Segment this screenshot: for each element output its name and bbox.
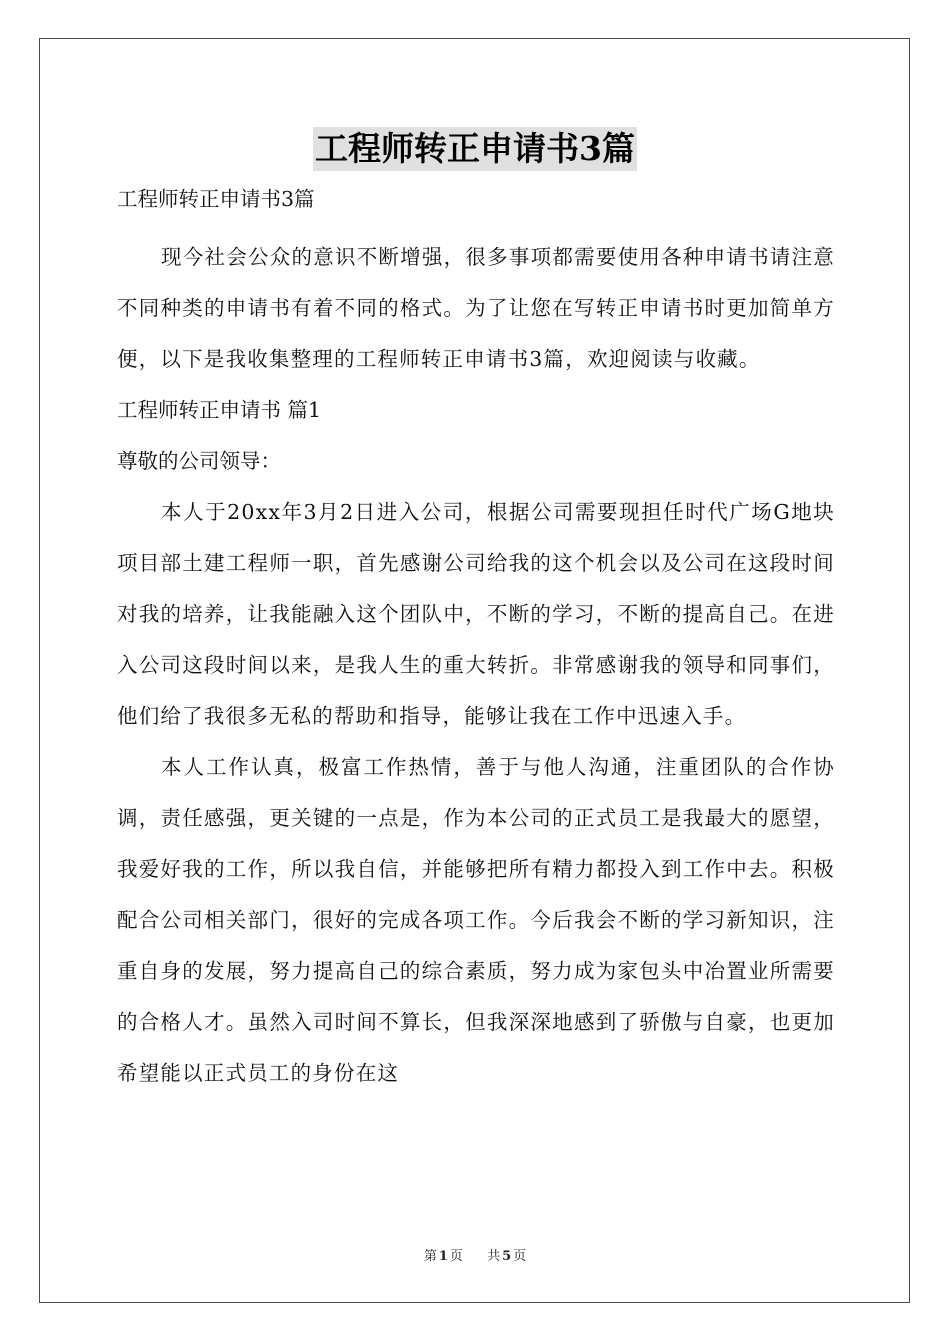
- document-subtitle: 工程师转正申请书3篇: [117, 187, 315, 211]
- document-body: [117, 180, 835, 1099]
- section-heading: 工程师转正申请书 篇1: [117, 398, 322, 422]
- body-paragraph-1: 本人于20xx年3月2日进入公司，根据公司需要现担任时代广场G地块项目部土建工程师一职，首先感谢公司给我的这个机会以及公司在这段时间对我的培养，让我能融入这个团队中，不断的学习，不断的提高自己。在进入公司这段时间以来，是我人生的重大转折。非常感谢我的领导和同事们，他们给了我很多无私的帮助和指导，能够让我在工作中迅速入手。: [117, 500, 835, 728]
- title-container: [0, 127, 950, 171]
- page-footer: [0, 1245, 950, 1264]
- document-title: 工程师转正申请书3篇: [313, 127, 637, 171]
- body-paragraph-2: 本人工作认真，极富工作热情，善于与他人沟通，注重团队的合作协调，责任感强，更关键的一点是，作为本公司的正式员工是我最大的愿望，我爱好我的工作，所以我自信，并能够把所有精力都投入到工作中去。积极配合公司相关部门，很好的完成各项工作。今后我会不断的学习新知识，注重自身的发展，努力提高自己的综合素质，努力成为家包头中冶置业所需要的合格人才。虽然入司时间不算长，但我深深地感到了骄傲与自豪，也更加希望能以正式员工的身份在这: [117, 755, 835, 1085]
- footer-page-number: 第 1 页: [423, 1249, 463, 1264]
- intro-paragraph: 现今社会公众的意识不断增强，很多事项都需要使用各种申请书请注意不同种类的申请书有着不同的格式。为了让您在写转正申请书时更加简单方便，以下是我收集整理的工程师转正申请书3篇，欢迎阅读与收藏。: [117, 245, 835, 371]
- salutation: 尊敬的公司领导：: [117, 449, 281, 473]
- footer-total-pages: 共 5 页: [487, 1249, 527, 1264]
